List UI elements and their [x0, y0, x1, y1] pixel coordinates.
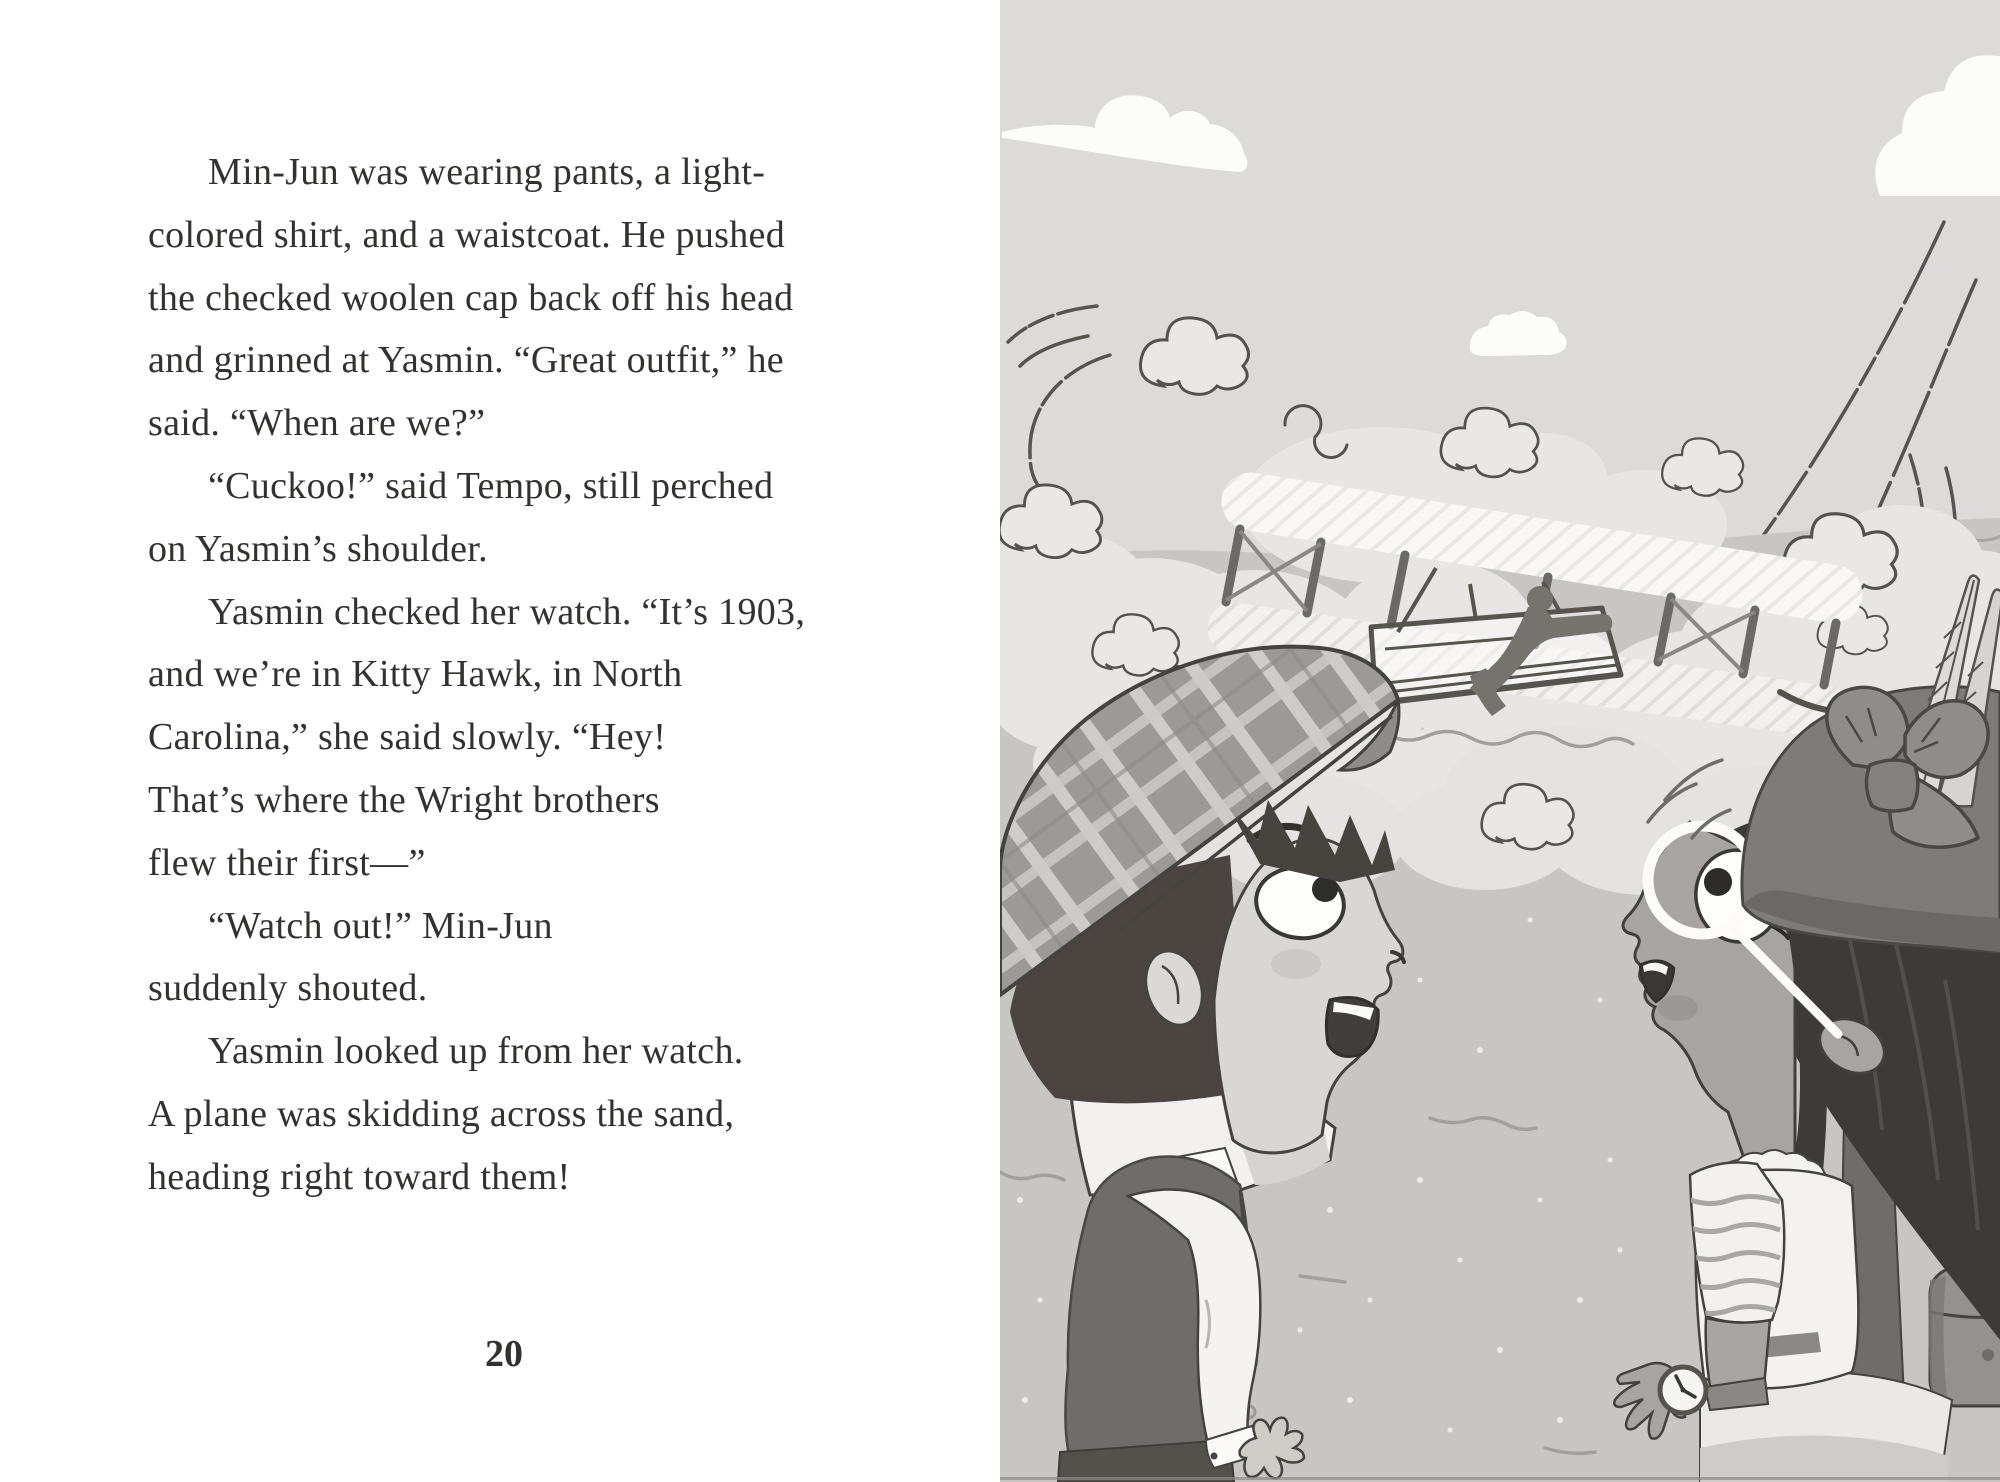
story-line: “Watch out!” Min-Jun [208, 904, 553, 947]
story-line: and we’re in Kitty Hawk, in North [148, 653, 683, 696]
illustration [1000, 0, 2000, 1482]
story-line: colored shirt, and a waistcoat. He pushed [148, 213, 785, 256]
story-line: Yasmin looked up from her watch. [208, 1030, 744, 1073]
story-line: and grinned at Yasmin. “Great outfit,” he [148, 339, 784, 382]
story-line: on Yasmin’s shoulder. [148, 527, 488, 570]
story-line: the checked woolen cap back off his head [148, 276, 794, 319]
story-line: flew their first—” [148, 841, 426, 884]
page-bottom-edge [1000, 1477, 2000, 1480]
illustration-page [1000, 0, 2000, 1482]
story-line: Min-Jun was wearing pants, a light- [208, 151, 766, 193]
girl-pupil [1704, 868, 1732, 896]
story-line: Carolina,” she said slowly. “Hey! [148, 716, 667, 759]
boy-blush [1271, 949, 1321, 979]
story-line: heading right toward them! [148, 1155, 571, 1198]
boy-cuff-button [1211, 1453, 1218, 1460]
story-text [148, 141, 878, 1209]
story-line: A plane was skidding across the sand, [148, 1092, 735, 1135]
story-line: suddenly shouted. [148, 967, 428, 1010]
girl-sleeve [1690, 1162, 1784, 1322]
girl-blush [1658, 995, 1698, 1021]
story-line: That’s where the Wright brothers [148, 778, 660, 821]
page-number: 20 [485, 1333, 523, 1375]
story-line: “Cuckoo!” said Tempo, still perched [208, 464, 774, 507]
story-line: Yasmin checked her watch. “It’s 1903, [208, 590, 806, 633]
story-line: said. “When are we?” [148, 402, 486, 445]
